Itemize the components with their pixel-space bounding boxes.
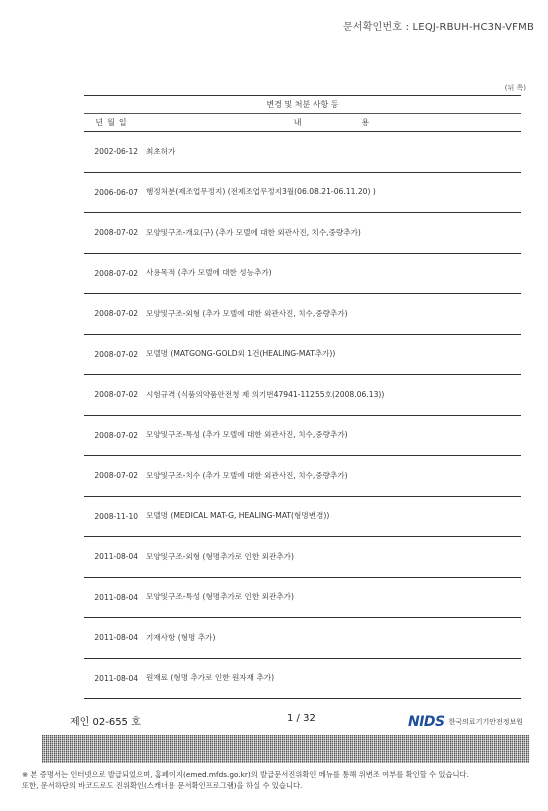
document-id: 문서확인번호 : LEQJ-RBUH-HC3N-VFMB (343, 22, 534, 33)
page-number: 1 / 32 (287, 713, 316, 724)
row-date: 2011-08-04 (94, 673, 138, 683)
row-content: 모양및구조-외형 (추가 모델에 대한 외관사진, 치수,중량추가) (146, 308, 348, 318)
table-row (84, 254, 521, 295)
row-content: 사용목적 (추가 모델에 대한 성능추가) (146, 268, 272, 278)
table-row (84, 375, 521, 416)
table-row (84, 578, 521, 619)
row-date: 2008-07-02 (94, 430, 138, 440)
row-date: 2008-07-02 (94, 390, 138, 400)
row-content: 모양및구조-치수 (추가 모델에 대한 외관사진, 치수,중량추가) (146, 470, 348, 480)
table-row (84, 132, 521, 173)
column-header-date: 년월일 (95, 118, 131, 127)
row-content: 원재료 (형명 추가로 인한 원자재 추가) (146, 673, 275, 683)
table-row (84, 335, 521, 376)
notice-line-1: ※ 본 증명서는 인터넷으로 발급되었으며, 홈페이지(emed.mfds.go.kr)의 발급문서진위확인 메뉴를 통해 위변조 여부를 확인할 수 있습니다. (22, 770, 469, 779)
row-content: 모양및구조-외형 (형명추가로 인한 외관추가) (146, 551, 294, 561)
row-date: 2011-08-04 (94, 633, 138, 643)
row-date: 2008-07-02 (94, 228, 138, 238)
row-date: 2008-07-02 (94, 309, 138, 319)
row-content: 시험규격 (식품의약품안전청 제 의기번47941-11255호(2008.06.13)) (146, 389, 385, 399)
table-row (84, 537, 521, 578)
table-body (84, 132, 521, 699)
row-date: 2006-06-07 (94, 187, 138, 197)
verification-notice (22, 769, 532, 791)
logo-korean-name: 한국의료기기안전정보원 (448, 717, 524, 726)
logo-mark: NIDS (408, 714, 445, 730)
row-date: 2008-07-02 (94, 349, 138, 359)
nids-logo (408, 714, 523, 730)
row-date: 2008-11-10 (94, 511, 138, 521)
table-row (84, 294, 521, 335)
table-row (84, 659, 521, 700)
row-content: 모양및구조-개요(구) (추가 모델에 대한 외관사진, 치수,중량추가) (146, 227, 361, 237)
table-row (84, 618, 521, 659)
document-number: 제인 02-655 호 (70, 717, 141, 728)
row-date: 2008-07-02 (94, 268, 138, 278)
table-row (84, 213, 521, 254)
page-side-label: (뒤 쪽) (504, 84, 526, 92)
row-content: 모델명 (MATGONG-GOLD외 1건(HEALING-MAT추가)) (146, 349, 336, 359)
row-date: 2008-07-02 (94, 471, 138, 481)
verification-barcode (42, 735, 529, 763)
row-content: 기재사항 (형명 추가) (146, 632, 216, 642)
row-content: 최초허가 (146, 146, 176, 156)
table-row (84, 456, 521, 497)
row-date: 2011-08-04 (94, 552, 138, 562)
row-content: 모양및구조-특성 (형명추가로 인한 외관추가) (146, 592, 294, 602)
row-content: 행정처분(제조업무정지) (전제조업무정지3월(06.08.21-06.11.20) ) (146, 187, 376, 197)
row-date: 2011-08-04 (94, 592, 138, 602)
column-header-content: 내용 (293, 118, 430, 127)
row-date: 2002-06-12 (94, 147, 138, 157)
change-history-table (84, 95, 521, 699)
row-content: 모양및구조-특성 (추가 모델에 대한 외관사진, 치수,중량추가) (146, 430, 348, 440)
table-row (84, 497, 521, 538)
notice-line-2: 또한, 문서하단의 바코드로도 진위확인(스캐너용 문서확인프로그램)을 하실 수 있습니다. (22, 781, 303, 790)
table-row (84, 173, 521, 214)
table-header (84, 114, 521, 132)
row-content: 모델명 (MEDICAL MAT-G, HEALING-MAT(형명변경)) (146, 511, 330, 521)
table-row (84, 416, 521, 457)
table-title: 변경 및 처분 사항 등 (84, 96, 521, 114)
